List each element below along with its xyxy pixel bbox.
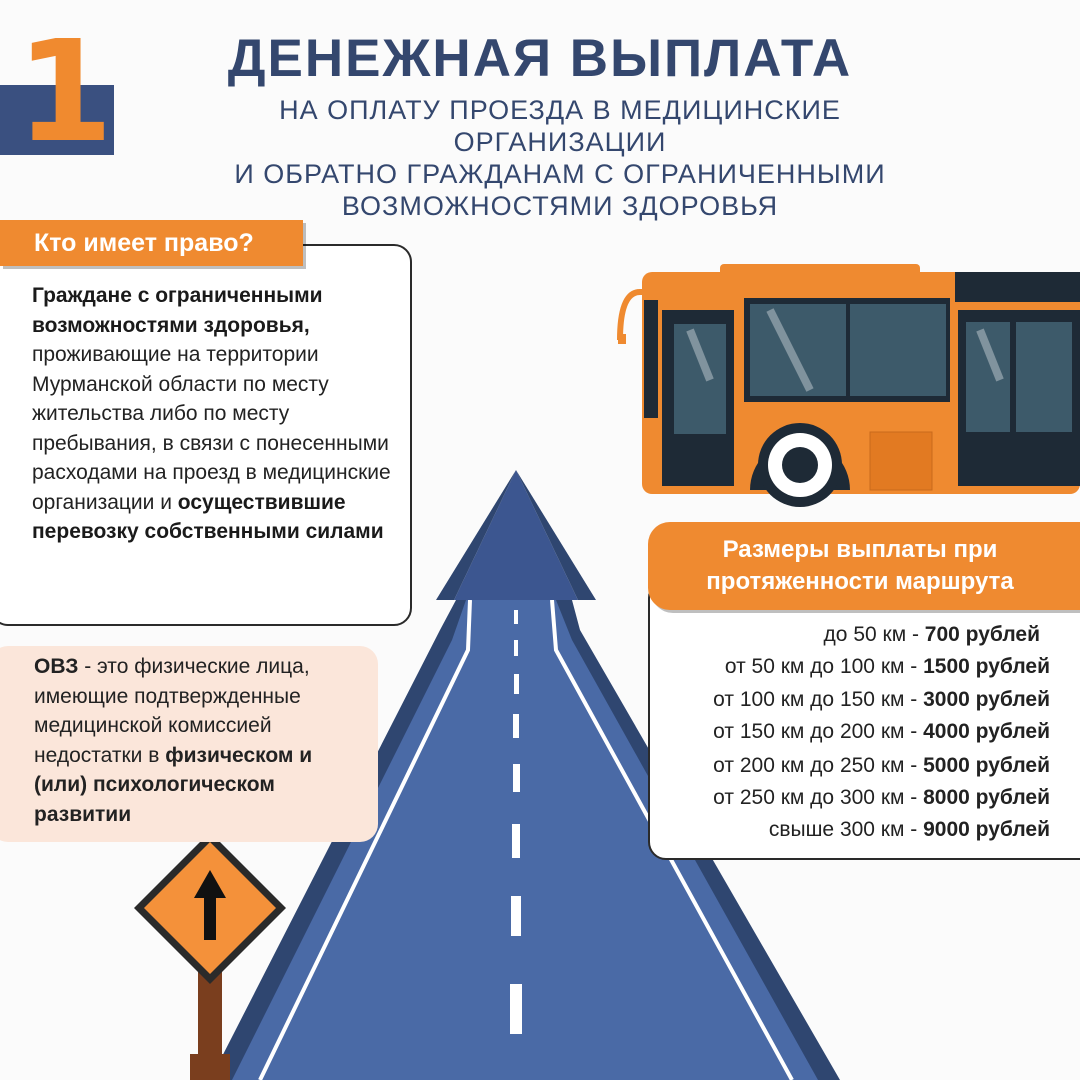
page-subtitle <box>170 94 950 222</box>
eligibility-text <box>32 281 406 547</box>
payment-row <box>630 750 1050 782</box>
payment-amount: 5000 рублей <box>923 754 1050 777</box>
road-sign-arrow-icon <box>130 828 290 1080</box>
payment-range: свыше 300 км - <box>768 818 924 841</box>
payments-title-line: протяженности маршрута <box>706 568 1014 595</box>
payment-range: от 200 км до 250 км - <box>713 754 924 777</box>
payment-amount: 4000 рублей <box>923 720 1050 743</box>
payment-row <box>630 814 1050 846</box>
payment-amount: 8000 рублей <box>923 786 1050 809</box>
payment-range: от 250 км до 300 км - <box>713 786 924 809</box>
payment-row <box>630 651 1050 683</box>
eligibility-text-2: и <box>154 490 178 514</box>
eligibility-text-1: проживающие на территории Мурманской области по месту жительства либо по месту пребывания, в связи с понесенными расходами на проезд в медицинские организации <box>32 343 391 514</box>
payment-row <box>620 619 1040 651</box>
ovz-term: ОВЗ <box>34 655 79 678</box>
payment-range: от 150 км до 200 км - <box>713 720 924 743</box>
payment-row <box>630 684 1050 716</box>
subtitle-line: НА ОПЛАТУ ПРОЕЗДА В МЕДИЦИНСКИЕ ОРГАНИЗАЦИИ <box>279 95 841 157</box>
eligibility-tag: Кто имеет право? <box>0 220 303 266</box>
payment-row <box>630 716 1050 748</box>
ovz-bold: физическом и (или) психологическом развитии <box>34 743 313 826</box>
payment-range: до 50 км - <box>823 623 925 646</box>
subtitle-line: ВОЗМОЖНОСТЯМИ ЗДОРОВЬЯ <box>341 191 779 221</box>
ovz-text <box>34 652 364 829</box>
eligibility-bold-1: Граждане с ограниченными возможностями здоровья, <box>32 284 323 337</box>
ovz-definition: - это физические лица, имеющие подтвержденные медицинской комиссией недостатки в <box>34 655 310 767</box>
payment-amount: 3000 рублей <box>923 688 1050 711</box>
payments-title <box>660 534 1060 598</box>
payment-amount: 1500 рублей <box>923 655 1050 678</box>
payment-amount: 9000 рублей <box>923 818 1050 841</box>
page-title: ДЕНЕЖНАЯ ВЫПЛАТА <box>227 29 853 88</box>
payments-title-line: Размеры выплаты при <box>722 536 998 563</box>
eligibility-bold-2: осуществившие перевозку собственными силами <box>32 490 384 543</box>
payment-range: от 100 км до 150 км - <box>713 688 924 711</box>
payment-range: от 50 км до 100 км - <box>724 655 924 678</box>
header-number: 1 <box>16 11 114 174</box>
payment-amount: 700 рублей <box>924 623 1040 646</box>
subtitle-line: И ОБРАТНО ГРАЖДАНАМ С ОГРАНИЧЕННЫМИ <box>234 159 886 189</box>
payment-row <box>630 782 1050 814</box>
bus-illustration <box>600 260 1080 510</box>
